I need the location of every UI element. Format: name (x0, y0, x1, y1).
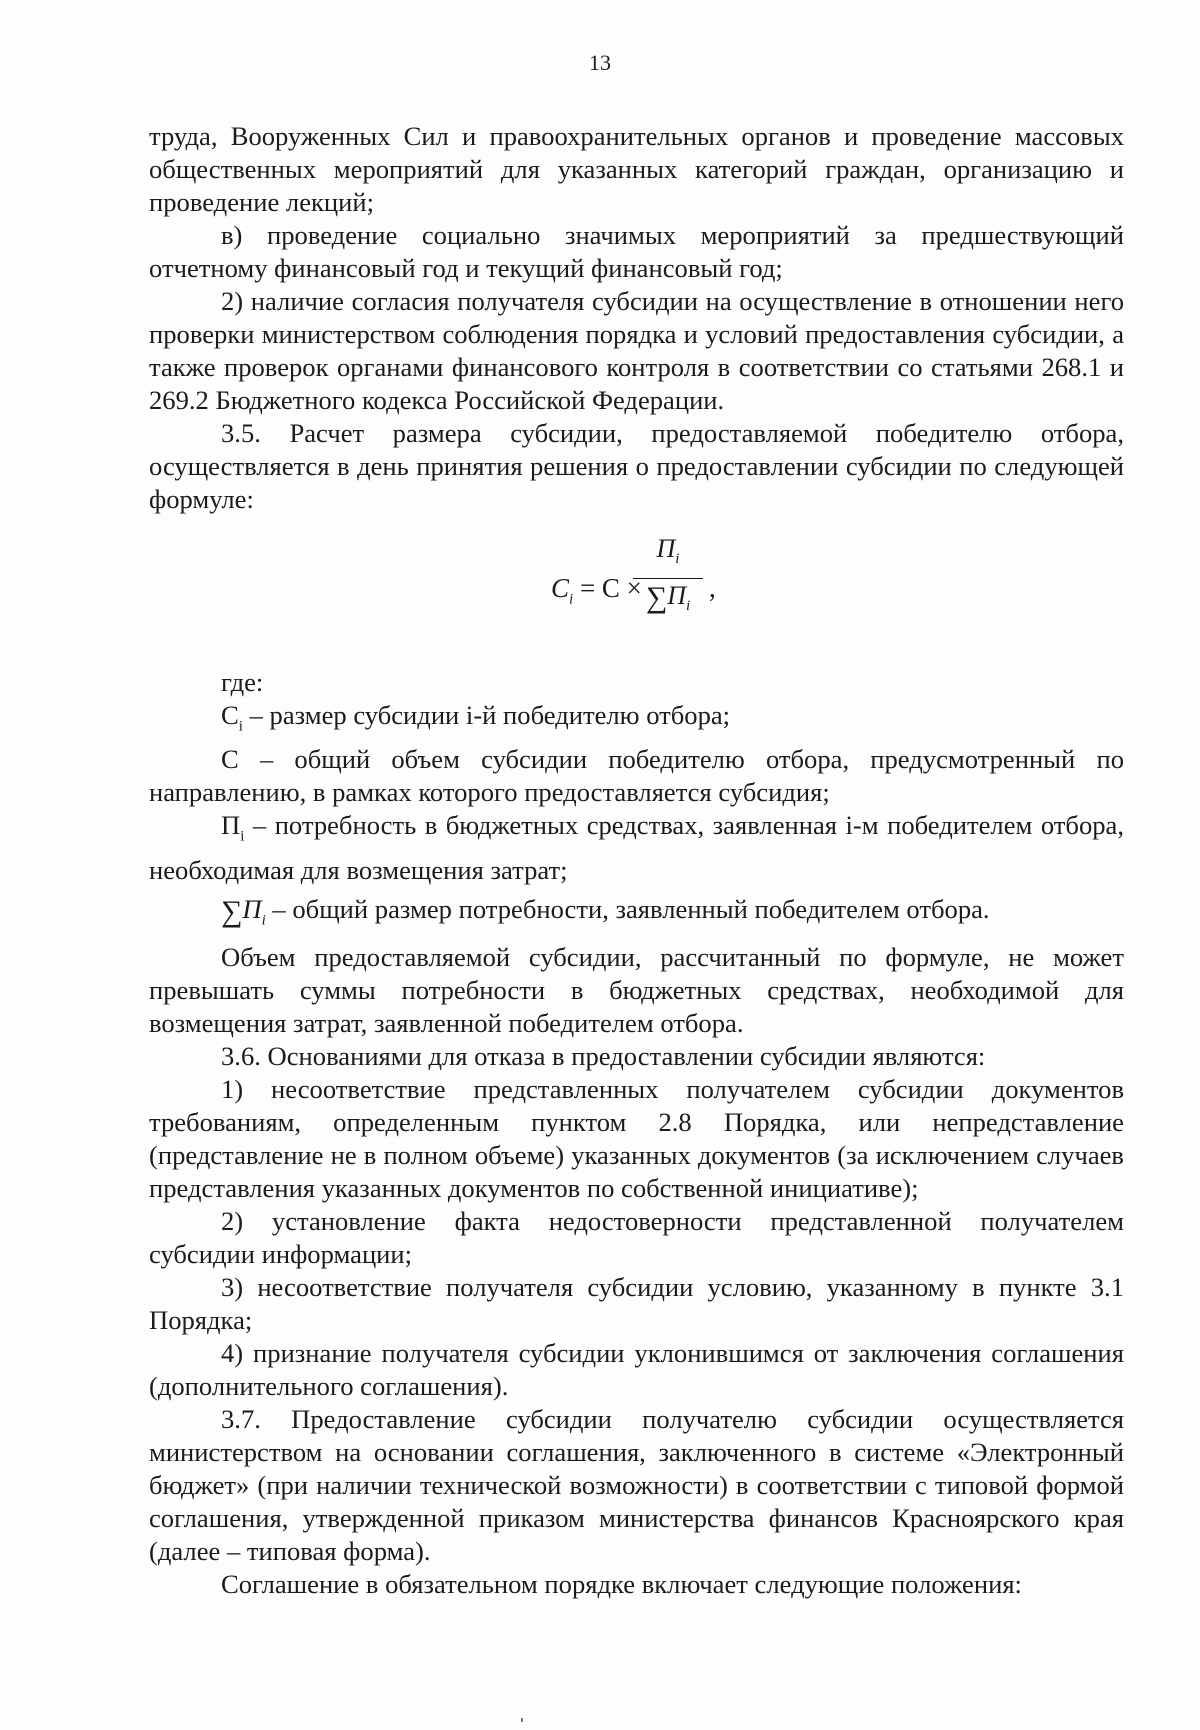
paragraph: 1) несоответствие представленных получателем субсидии документов требованиям, определенным пунктом 2.8 Порядка, или непредставление (представление не в полном объеме) указанных документов (за исключением случаев представления указанных документов по собственной инициативе); (149, 1073, 1124, 1203)
definition-pi: $П_i$ – потребность в бюджетных средствах, заявленная i-м победителем отбора, необходимая для возмещения затрат; (149, 810, 1124, 885)
where-label: где: (221, 667, 264, 697)
paragraph: 2) наличие согласия получателя субсидии на осуществление в отношении него проверки министерством соблюдения порядка и условий предоставления субсидии, а также проверок органами финансового контроля в соответствии со статьями 268.1 и 269.2 Бюджетного кодекса Российской Федерации. (149, 286, 1124, 415)
paragraph: Объем предоставляемой субсидии, рассчитанный по формуле, не может превышать суммы потребности в бюджетных средствах, необходимой для возмещения затрат, заявленной победителем отбора. (149, 941, 1124, 1038)
paragraph: 4) признание получателя субсидии уклонившимся от заключения соглашения (дополнительного соглашения). (149, 1337, 1124, 1401)
definition-sum-pi: $\sum П_i$ – общий размер потребности, заявленный победителем отбора. (221, 893, 990, 928)
formula-comma: , (709, 573, 716, 603)
formula-denominator: $\sum П_i$ (645, 581, 691, 615)
page-number: 13 (589, 50, 611, 75)
paragraph: 3.7. Предоставление субсидии получателю субсидии осуществляется министерством на основании соглашения, заключенного в системе «Электронный бюджет» (при наличии технической возможности) в соответствии с типовой формой соглашения, утвержденной приказом министерства финансов Красноярского края (далее – типовая форма). (149, 1403, 1124, 1566)
formula-numerator: $П_i$ (633, 534, 703, 579)
paragraph: 3.6. Основаниями для отказа в предоставлении субсидии являются: (221, 1040, 986, 1071)
formula-left: $C_i = C$ × (551, 573, 642, 608)
formula-fraction (633, 534, 703, 623)
paragraph: 3) несоответствие получателя субсидии условию, указанному в пункте 3.1 Порядка; (149, 1271, 1124, 1335)
document-body (149, 120, 1124, 1601)
paragraph: Соглашение в обязательном порядке включает следующие положения: (221, 1568, 1022, 1599)
paragraph: труда, Вооруженных Сил и правоохранительных органов и проведение массовых общественных мероприятий для указанных категорий граждан, организацию и проведение лекций; (149, 121, 1124, 217)
scan-mark (521, 1718, 523, 1722)
definition-ci: $C_i$ – размер субсидии i-й победителю отбора; (221, 700, 731, 735)
paragraph: 3.5. Расчет размера субсидии, предоставляемой победителю отбора, осуществляется в день принятия решения о предоставлении субсидии по следующей формуле: (149, 418, 1124, 514)
paragraph: 2) установление факта недостоверности представленной получателем субсидии информации; (149, 1205, 1124, 1269)
paragraph: в) проведение социально значимых мероприятий за предшествующий отчетному финансовый год и текущий финансовый год; (149, 220, 1124, 283)
subsidy-formula (149, 532, 1124, 656)
definition-c: C – общий объем субсидии победителю отбора, предусмотренный по направлению, в рамках которого предоставляется субсидия; (149, 744, 1124, 808)
